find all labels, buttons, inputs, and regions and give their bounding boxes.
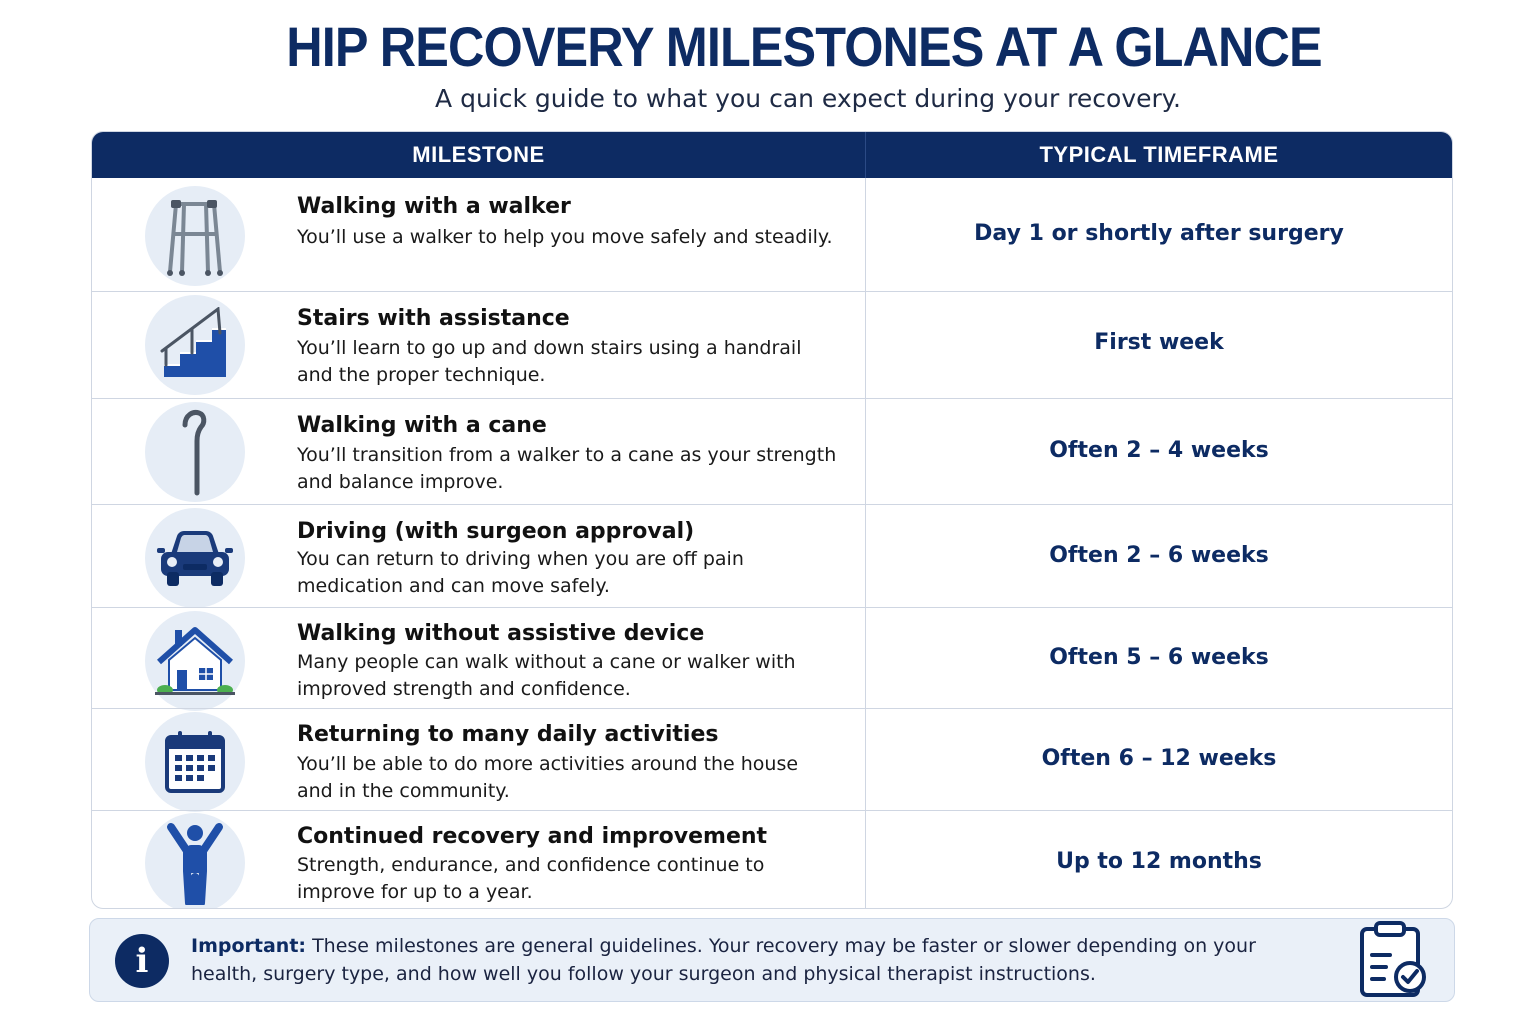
clipboard-check-icon — [1358, 919, 1430, 1001]
note-text — [191, 932, 1321, 988]
milestone-timeframe: Often 2 – 4 weeks — [1049, 438, 1269, 463]
milestone-description: Many people can walk without a cane or walker with improved strength and confidence. — [297, 651, 796, 700]
page-title: HIP RECOVERY MILESTONES AT A GLANCE — [286, 15, 1322, 78]
milestone-timeframe: Day 1 or shortly after surgery — [974, 221, 1344, 246]
table-row — [92, 178, 1452, 291]
table-row — [92, 291, 1452, 398]
important-note — [89, 918, 1455, 1002]
house-icon — [145, 611, 245, 711]
stairs-icon — [145, 295, 245, 395]
column-header-timeframe: TYPICAL TIMEFRAME — [1039, 142, 1279, 167]
page-subtitle: A quick guide to what you can expect during your recovery. — [435, 84, 1181, 113]
note-body: These milestones are general guidelines. Your recovery may be faster or slower depending on your health, surgery type, and how well you follow your surgeon and physical therapist instructions. — [191, 935, 1256, 985]
calendar-icon — [145, 712, 245, 812]
walker-icon — [145, 186, 245, 286]
milestone-timeframe: Often 5 – 6 weeks — [1049, 645, 1269, 670]
info-icon: i — [115, 934, 169, 988]
table-header — [92, 132, 1452, 178]
table-row — [92, 504, 1452, 607]
milestone-title: Stairs with assistance — [297, 306, 570, 331]
milestone-description: You’ll transition from a walker to a cane as your strength and balance improve. — [297, 444, 837, 493]
car-icon — [145, 508, 245, 608]
milestone-title: Walking with a walker — [297, 194, 571, 219]
milestone-description: You’ll use a walker to help you move safely and steadily. — [297, 226, 833, 248]
milestone-title: Returning to many daily activities — [297, 722, 719, 747]
milestone-description: You’ll be able to do more activities around the house and in the community. — [297, 753, 799, 802]
table-row — [92, 607, 1452, 708]
milestone-title: Continued recovery and improvement — [297, 824, 768, 849]
milestones-table — [91, 131, 1453, 909]
table-row — [92, 398, 1452, 504]
milestone-description: You’ll learn to go up and down stairs using a handrail and the proper technique. — [297, 337, 802, 386]
milestone-timeframe: Up to 12 months — [1056, 849, 1262, 874]
milestone-description: Strength, endurance, and confidence continue to improve for up to a year. — [297, 854, 765, 903]
column-header-milestone: MILESTONE — [92, 132, 866, 178]
note-label: Important: — [191, 935, 307, 957]
milestone-timeframe: First week — [1094, 330, 1224, 355]
milestone-title: Walking without assistive device — [297, 621, 705, 646]
milestone-timeframe: Often 6 – 12 weeks — [1041, 746, 1277, 771]
table-row — [92, 708, 1452, 810]
table-row — [92, 810, 1452, 909]
milestone-timeframe: Often 2 – 6 weeks — [1049, 543, 1269, 568]
cane-icon — [145, 402, 245, 502]
milestone-title: Walking with a cane — [297, 413, 547, 438]
person-celebrating-icon — [145, 813, 245, 909]
milestone-title: Driving (with surgeon approval) — [297, 519, 695, 544]
milestone-description: You can return to driving when you are off pain medication and can move safely. — [297, 548, 744, 597]
